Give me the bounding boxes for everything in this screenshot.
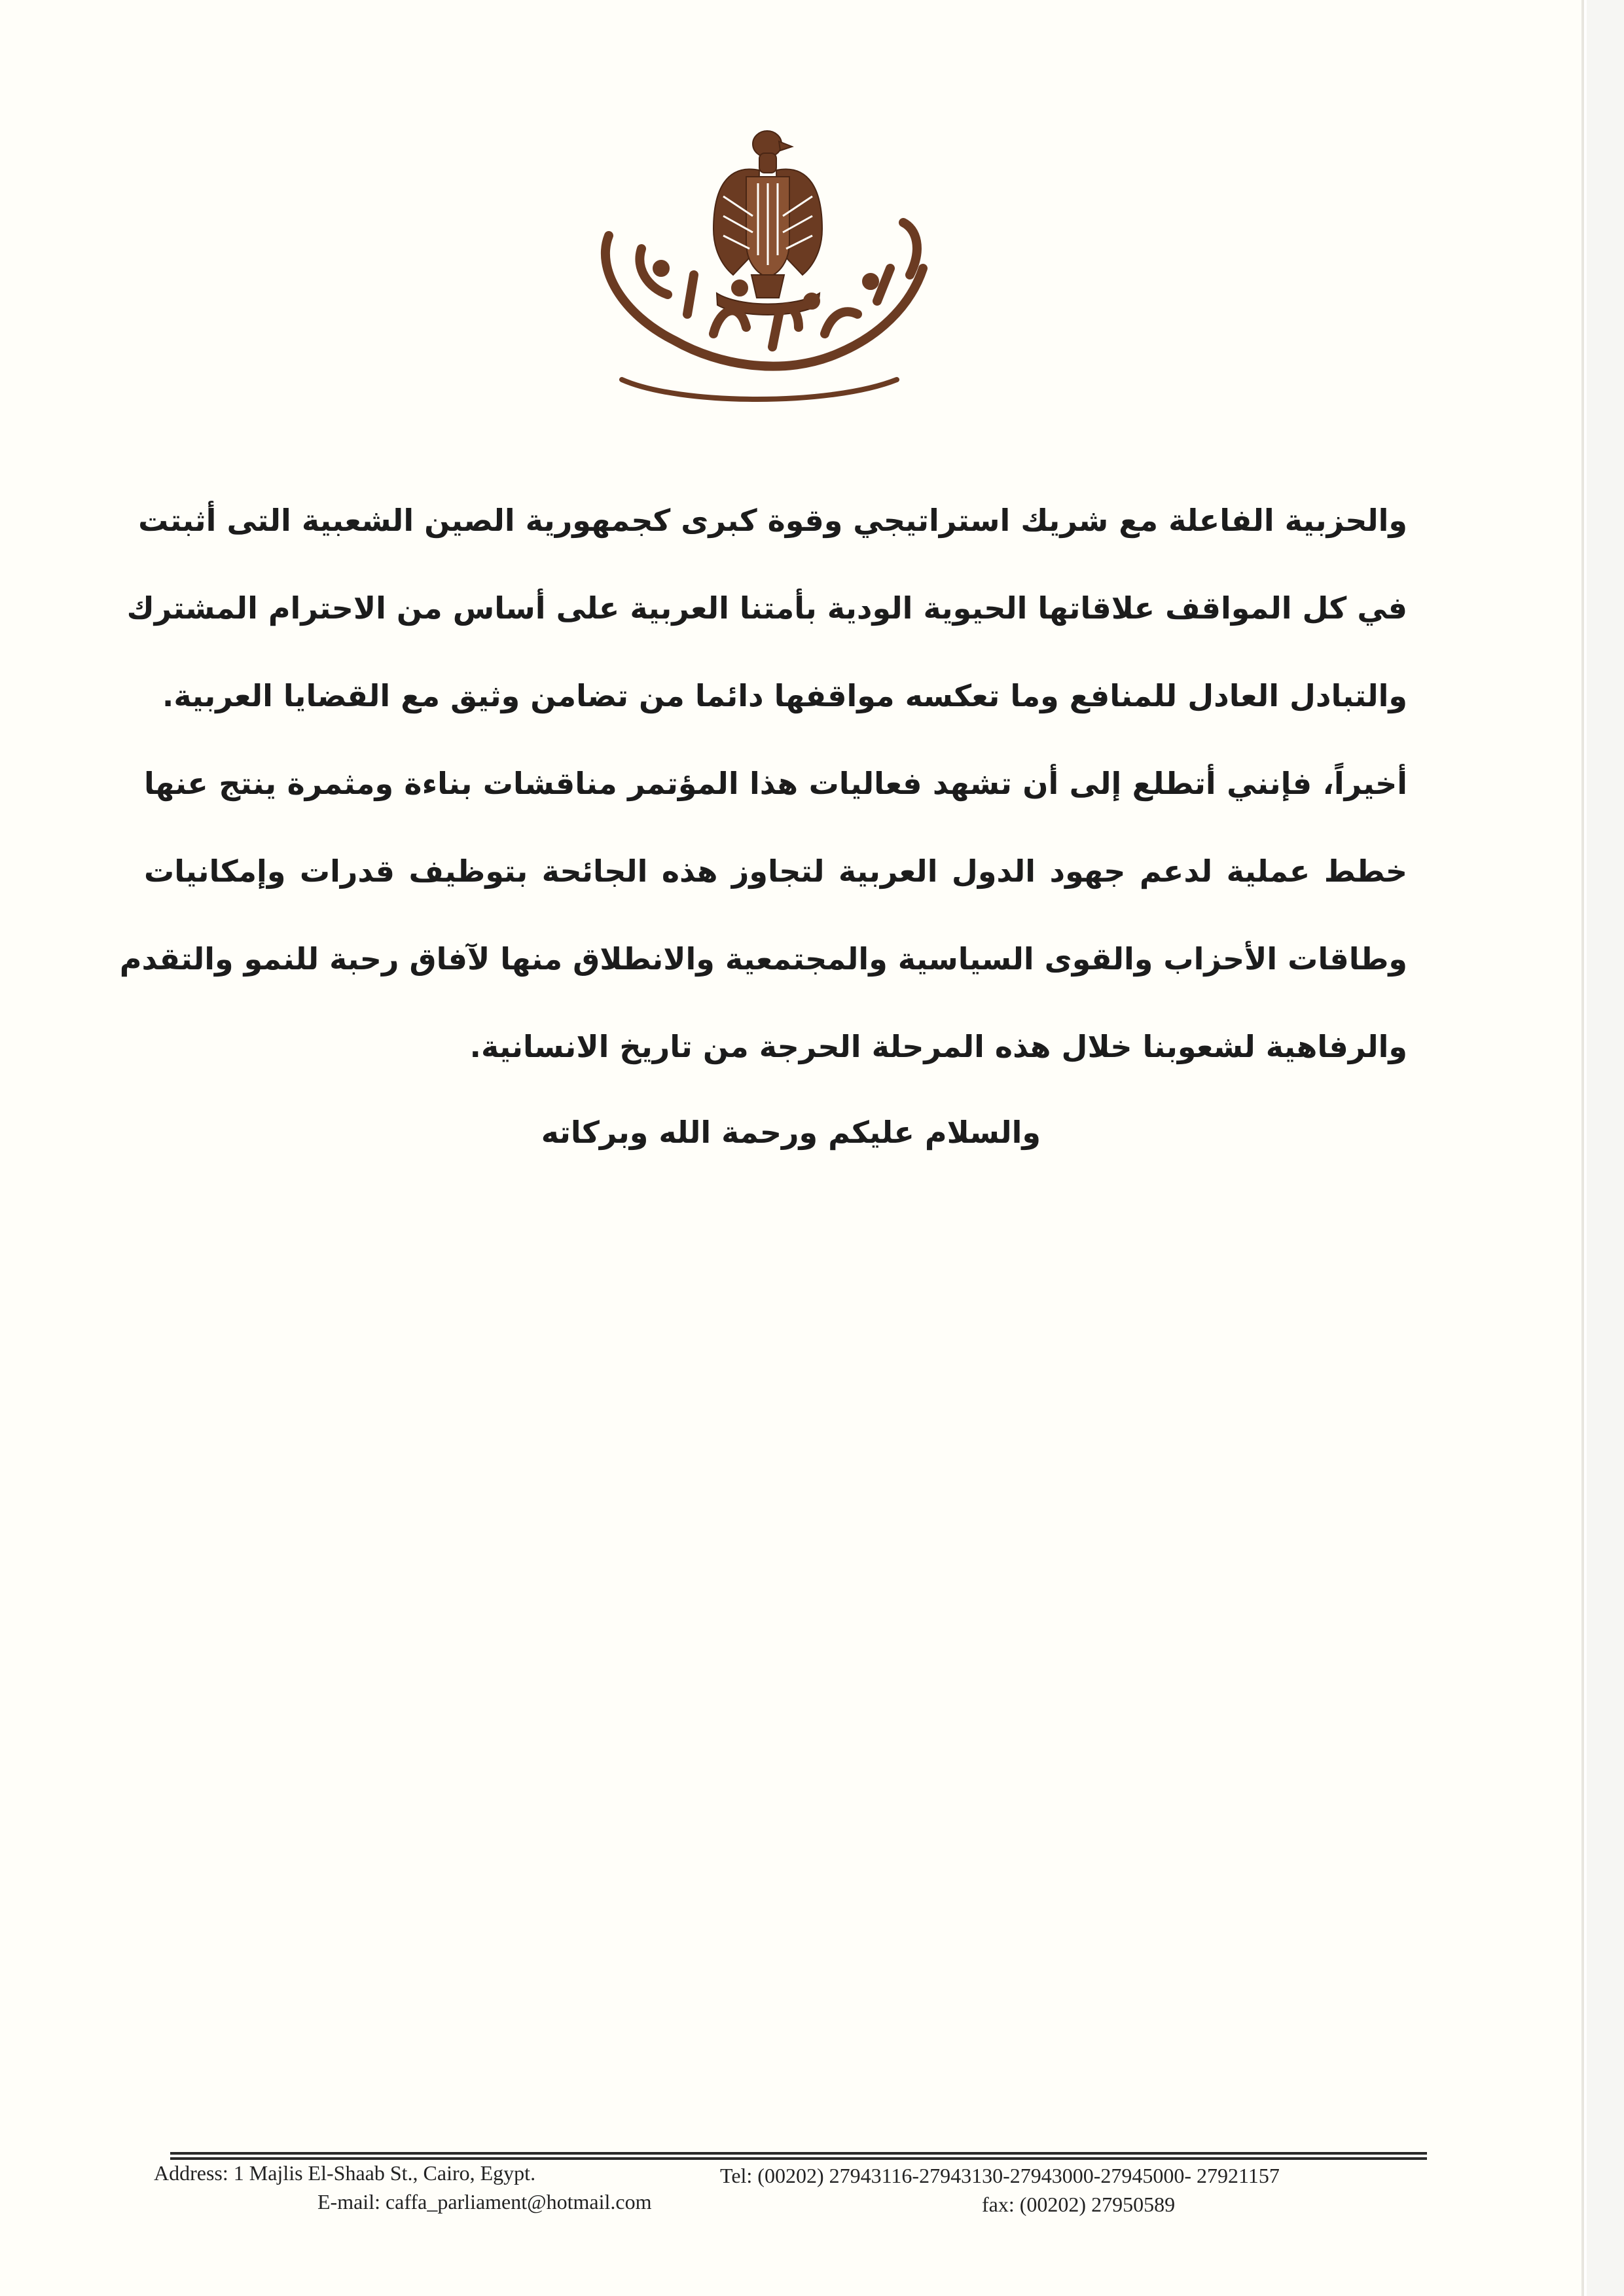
body-line: والتبادل العادل للمنافع وما تعكسه مواقفها دائما من تضامن وثيق مع القضايا العربية. — [162, 678, 1407, 713]
body-line: والحزبية الفاعلة مع شريك استراتيجي وقوة كبرى كجمهورية الصين الشعبية التى أثبتت — [138, 503, 1407, 538]
body-line: والرفاهية لشعوبنا خلال هذه المرحلة الحرجة من تاريخ الانسانية. — [469, 1029, 1407, 1064]
body-line: وطاقات الأحزاب والقوى السياسية والمجتمعية والانطلاق منها لآفاق رحبة للنمو والتقدم — [119, 941, 1407, 977]
letter-body — [119, 488, 1407, 1102]
page-edge — [1587, 0, 1624, 2296]
footer-email: E-mail: caffa_parliament@hotmail.com — [317, 2190, 652, 2214]
body-line: أخيراً، فإنني أتطلع إلى أن تشهد فعاليات هذا المؤتمر مناقشات بناءة ومثمرة ينتج عنها — [144, 766, 1407, 801]
body-line: في كل المواقف علاقاتها الحيوية الودية بأمتنا العربية على أساس من الاحترام المشترك — [126, 590, 1407, 626]
footer-divider — [170, 2152, 1427, 2160]
closing-salutation: والسلام عليكم ورحمة الله وبركاته — [541, 1115, 1041, 1150]
footer-telephone: Tel: (00202) 27943116-27943130-27943000-27945000- 27921157 — [720, 2164, 1280, 2187]
footer-address: Address: 1 Majlis El-Shaab St., Cairo, Egypt. — [154, 2161, 536, 2185]
parliament-emblem-icon — [583, 118, 949, 432]
body-line: خطط عملية لدعم جهود الدول العربية لتجاوز هذه الجائحة بتوظيف قدرات وإمكانيات — [144, 853, 1407, 889]
footer-fax: fax: (00202) 27950589 — [982, 2193, 1176, 2216]
